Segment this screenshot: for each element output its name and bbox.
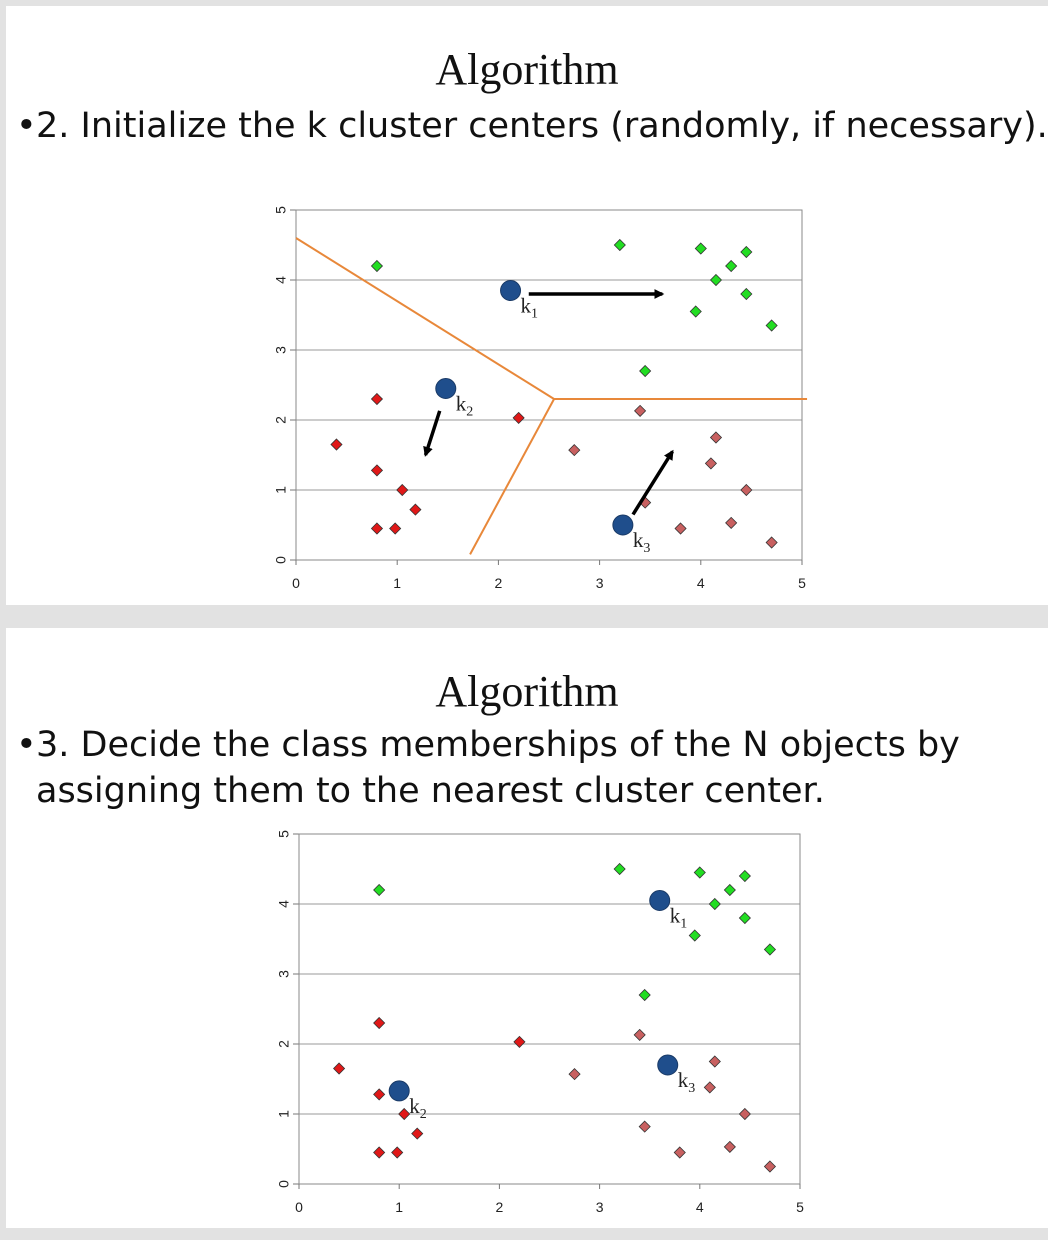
bullet-line-2: assigning them to the nearest cluster center.	[36, 771, 825, 811]
slide-step-3	[6, 628, 1048, 1228]
data-point-brown	[726, 517, 737, 528]
voronoi-boundary-line	[296, 238, 554, 399]
cluster-center-label-sub: 1	[680, 916, 688, 932]
x-tick-label: 4	[695, 1199, 704, 1215]
bullet-marker: •	[16, 725, 37, 765]
x-tick-label: 2	[495, 1199, 504, 1215]
scatter-plot-step-2	[6, 6, 1048, 605]
x-tick-label: 0	[295, 1199, 303, 1215]
data-point-green	[709, 899, 720, 910]
y-tick-label: 4	[272, 276, 289, 284]
data-point-red	[371, 523, 382, 534]
cluster-center-label-main: k	[669, 903, 681, 928]
slide-title: Algorithm	[435, 45, 619, 94]
data-point-green	[741, 247, 752, 258]
data-point-red	[397, 485, 408, 496]
data-point-red	[371, 465, 382, 476]
data-point-green	[741, 289, 752, 300]
data-point-brown	[739, 1109, 750, 1120]
data-point-brown	[635, 405, 646, 416]
data-point-green	[739, 913, 750, 924]
cluster-center-marker	[613, 515, 633, 535]
data-point-green	[371, 261, 382, 272]
slide-step-2	[6, 6, 1048, 605]
data-point-green	[764, 944, 775, 955]
data-point-red	[374, 1018, 385, 1029]
movement-arrow	[426, 411, 440, 455]
y-tick-label: 2	[275, 1040, 292, 1048]
data-point-red	[412, 1128, 423, 1139]
y-tick-label: 3	[275, 970, 292, 978]
data-point-brown	[675, 523, 686, 534]
y-tick-label: 0	[275, 1180, 292, 1188]
cluster-center-label-main: k	[455, 391, 467, 416]
data-point-brown	[724, 1141, 735, 1152]
cluster-center-marker	[501, 281, 521, 301]
data-point-green	[614, 240, 625, 251]
data-point-red	[410, 504, 421, 515]
data-point-red	[331, 439, 342, 450]
plot-frame	[299, 834, 800, 1184]
x-tick-label: 0	[292, 575, 300, 591]
data-point-green	[694, 867, 705, 878]
slide-title: Algorithm	[435, 667, 619, 716]
cluster-center-label-main: k	[632, 528, 644, 552]
cluster-center-marker	[436, 379, 456, 399]
data-point-brown	[704, 1082, 715, 1093]
cluster-center-label-sub: 3	[688, 1081, 696, 1096]
x-tick-label: 3	[595, 575, 604, 591]
cluster-center-label-sub: 2	[419, 1106, 427, 1122]
data-point-brown	[569, 1069, 580, 1080]
y-tick-label: 5	[272, 206, 289, 214]
data-point-brown	[705, 458, 716, 469]
cluster-center-label	[678, 1068, 696, 1096]
bullet-marker: •	[16, 106, 37, 146]
cluster-center-marker	[650, 891, 670, 911]
x-tick-label: 1	[393, 575, 402, 591]
data-point-red	[390, 523, 401, 534]
data-point-green	[766, 320, 777, 331]
cluster-center-label	[456, 392, 474, 420]
y-tick-label: 2	[272, 416, 289, 424]
data-point-green	[695, 243, 706, 254]
x-tick-label: 3	[595, 1199, 604, 1215]
y-tick-label: 0	[272, 556, 289, 564]
data-point-red	[392, 1147, 403, 1158]
data-point-brown	[741, 485, 752, 496]
cluster-center-label-main: k	[677, 1068, 689, 1092]
data-point-brown	[710, 432, 721, 443]
cluster-center-label	[409, 1094, 427, 1122]
data-point-red	[399, 1109, 410, 1120]
movement-arrow	[633, 452, 672, 515]
data-point-red	[514, 1036, 525, 1047]
data-point-green	[689, 930, 700, 941]
data-point-brown	[634, 1029, 645, 1040]
data-point-green	[724, 885, 735, 896]
data-point-brown	[766, 537, 777, 548]
data-point-brown	[639, 1121, 650, 1132]
cluster-center-label-sub: 1	[531, 306, 539, 322]
data-point-brown	[764, 1161, 775, 1172]
cluster-center-label	[670, 904, 688, 932]
data-point-green	[639, 990, 650, 1001]
data-point-red	[374, 1147, 385, 1158]
cluster-center-label	[521, 294, 539, 322]
x-tick-label: 4	[696, 575, 705, 591]
data-point-red	[374, 1089, 385, 1100]
data-point-red	[371, 394, 382, 405]
data-point-brown	[674, 1147, 685, 1158]
x-tick-label: 1	[395, 1199, 404, 1215]
data-point-green	[614, 864, 625, 875]
y-tick-label: 5	[275, 830, 292, 838]
cluster-center-marker	[658, 1055, 678, 1075]
x-tick-label: 5	[798, 575, 806, 591]
voronoi-boundary-line	[470, 399, 554, 554]
data-point-green	[739, 871, 750, 882]
cluster-center-label-sub: 2	[466, 404, 474, 420]
cluster-center-label-main: k	[520, 293, 532, 318]
data-point-green	[690, 306, 701, 317]
bullet-line-1: 2. Initialize the k cluster centers (randomly, if necessary).	[36, 106, 1048, 146]
data-point-red	[334, 1063, 345, 1074]
data-point-green	[374, 885, 385, 896]
bullet-line-1: 3. Decide the class memberships of the N objects by	[36, 725, 960, 765]
y-tick-label: 1	[272, 486, 289, 494]
x-tick-label: 2	[494, 575, 503, 591]
data-point-green	[726, 261, 737, 272]
data-point-green	[640, 366, 651, 377]
cluster-center-marker	[389, 1081, 409, 1101]
cluster-center-label-main: k	[409, 1093, 420, 1118]
plot-frame	[296, 210, 802, 560]
y-tick-label: 4	[275, 900, 292, 908]
data-point-red	[513, 412, 524, 423]
scatter-plot-step-3	[6, 628, 1048, 1228]
x-tick-label: 5	[796, 1199, 804, 1215]
data-point-brown	[569, 445, 580, 456]
y-tick-label: 1	[275, 1110, 292, 1118]
cluster-center-label	[633, 528, 651, 556]
y-tick-label: 3	[272, 346, 289, 354]
cluster-center-label-sub: 3	[643, 541, 651, 556]
data-point-brown	[709, 1056, 720, 1067]
data-point-green	[710, 275, 721, 286]
